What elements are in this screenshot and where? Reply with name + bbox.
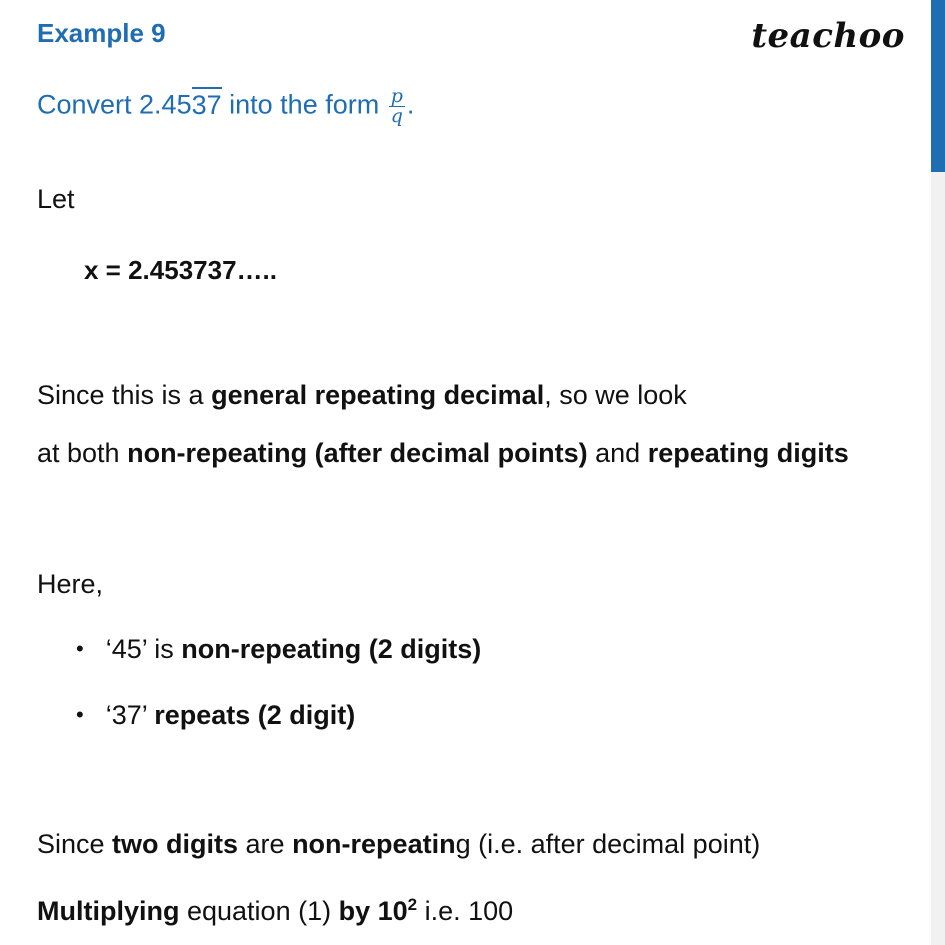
- bold-run: repeats (2 digit): [154, 700, 356, 730]
- text-run: at both: [37, 438, 128, 468]
- bullet-icon: •: [76, 702, 84, 727]
- text-run: , so we look: [544, 380, 687, 410]
- bold-run: non-repeatin: [292, 829, 456, 859]
- teachoo-logo: teachoo: [751, 16, 905, 56]
- paragraph-line-2: [37, 438, 849, 469]
- text-run: ‘45’ is: [105, 634, 182, 664]
- bold-run: Multiplying: [37, 896, 180, 926]
- bold-run: non-repeating (after decimal points): [127, 438, 588, 468]
- bold-run: repeating digits: [647, 438, 849, 468]
- question-mid: into the form: [221, 89, 387, 120]
- superscript: 2: [407, 895, 418, 914]
- bold-run: two digits: [112, 829, 239, 859]
- text-run: Since this is a: [37, 380, 212, 410]
- text-run: ‘37’: [105, 700, 155, 730]
- bold-run: general repeating decimal: [211, 380, 545, 410]
- text-run: g (i.e. after decimal point): [455, 829, 761, 859]
- paragraph-line-1: [37, 380, 687, 411]
- let-label: Let: [37, 184, 75, 214]
- fraction-numerator: p: [390, 85, 403, 107]
- equation-1: x = 2.453737…..: [84, 255, 277, 285]
- repeating-digits: 37: [192, 87, 222, 120]
- example-title: Example 9: [37, 18, 166, 48]
- bold-run: by 10: [338, 896, 408, 926]
- paragraph-line-4: [37, 895, 513, 927]
- text-run: equation (1): [179, 896, 339, 926]
- fraction-p-over-q: [389, 85, 405, 127]
- here-label: Here,: [37, 569, 104, 599]
- text-run: are: [238, 829, 293, 859]
- bold-run: non-repeating (2 digits): [181, 634, 482, 664]
- text-run: Since: [37, 829, 113, 859]
- bullet-icon: •: [76, 636, 84, 661]
- text-run: i.e. 100: [417, 896, 514, 926]
- accent-bar: [931, 0, 945, 172]
- fraction-denominator: q: [390, 105, 403, 127]
- paragraph-line-3: [37, 829, 760, 860]
- side-strip: [931, 172, 945, 945]
- question-end: .: [406, 89, 415, 120]
- question: [37, 85, 415, 127]
- question-prefix: Convert 2.45: [37, 89, 192, 120]
- bullet-item-2: [76, 700, 355, 731]
- text-run: and: [587, 438, 648, 468]
- bullet-item-1: [76, 634, 481, 665]
